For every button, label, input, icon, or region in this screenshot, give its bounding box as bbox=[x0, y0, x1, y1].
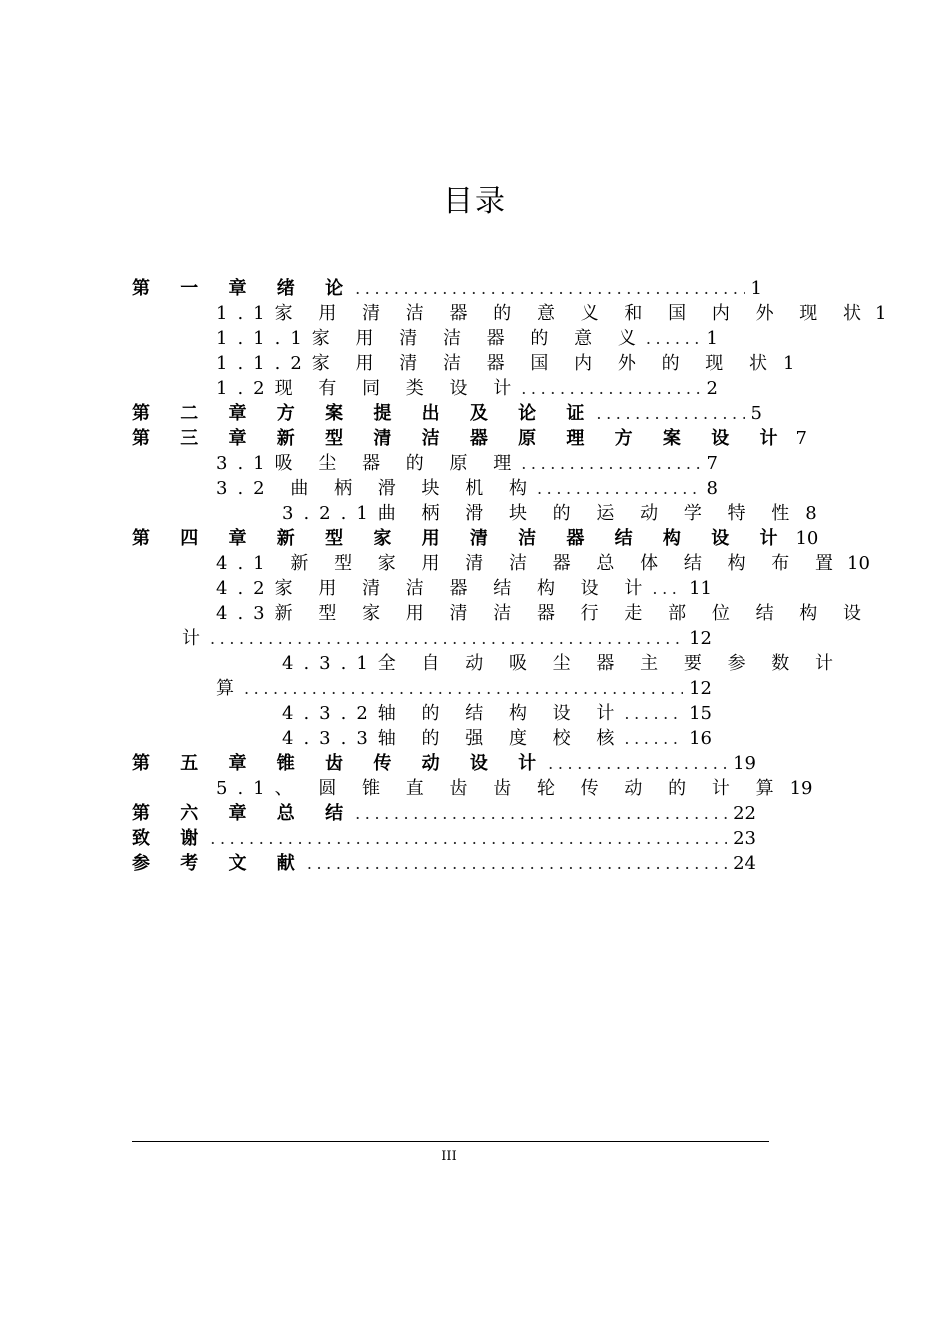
toc-entry-text: 计 bbox=[182, 628, 210, 649]
toc-entry-4-3-line2[interactable] bbox=[182, 626, 712, 651]
toc-entry-text: 4.3.3轴 的 强 度 校 核 bbox=[282, 728, 625, 749]
toc-entry-text: 参 考 文 献 bbox=[132, 853, 307, 874]
toc-entry-3-2-1[interactable] bbox=[282, 501, 817, 526]
toc-entry-page: 1 bbox=[706, 328, 718, 349]
toc-title: 目录 bbox=[443, 184, 507, 219]
toc-leader-dots bbox=[646, 326, 701, 351]
toc-entry-page: 12 bbox=[689, 678, 712, 699]
toc-entry-text: 3.2 曲 柄 滑 块 机 构 bbox=[216, 478, 537, 499]
toc-entry-1-1[interactable] bbox=[216, 301, 887, 326]
toc-entry-chapter-4[interactable] bbox=[132, 526, 819, 551]
toc-entry-4-3-1-line2[interactable] bbox=[216, 676, 712, 701]
toc-entry-page: 7 bbox=[795, 428, 807, 449]
toc-entry-chapter-1[interactable] bbox=[132, 276, 762, 301]
toc-entry-text: 第 六 章 总 结 bbox=[132, 803, 356, 824]
toc-entry-page: 19 bbox=[733, 753, 756, 774]
toc-leader-dots bbox=[548, 751, 727, 776]
toc-entry-4-3-line1[interactable] bbox=[216, 601, 872, 626]
toc-leader-dots bbox=[624, 726, 683, 751]
toc-entry-3-1[interactable] bbox=[216, 451, 718, 476]
toc-entry-1-1-2[interactable] bbox=[216, 351, 795, 376]
toc-entry-page: 5 bbox=[750, 403, 762, 424]
toc-entry-page: 10 bbox=[795, 528, 819, 549]
toc-entry-chapter-5[interactable] bbox=[132, 751, 756, 776]
toc-entry-page: 2 bbox=[706, 378, 718, 399]
toc-leader-dots bbox=[652, 576, 683, 601]
toc-leader-dots bbox=[210, 626, 683, 651]
toc-entry-page: 24 bbox=[733, 853, 756, 874]
toc-entry-4-3-2[interactable] bbox=[282, 701, 712, 726]
toc-entry-4-3-3[interactable] bbox=[282, 726, 712, 751]
toc-leader-dots bbox=[244, 676, 683, 701]
toc-entry-chapter-2[interactable] bbox=[132, 401, 762, 426]
toc-entry-text: 1.1家 用 清 洁 器 的 意 义 和 国 内 外 现 状 bbox=[216, 303, 872, 324]
toc-entry-text: 4.3.2轴 的 结 构 设 计 bbox=[282, 703, 625, 724]
toc-entry-text: 4.1 新 型 家 用 清 洁 器 总 体 结 构 布 置 bbox=[216, 553, 844, 574]
toc-entry-1-1-1[interactable] bbox=[216, 326, 718, 351]
toc-entry-page: 23 bbox=[733, 828, 756, 849]
toc-entry-page: 12 bbox=[689, 628, 712, 649]
toc-entry-chapter-6[interactable] bbox=[132, 801, 756, 826]
footer-divider bbox=[132, 1141, 769, 1142]
toc-leader-dots bbox=[596, 401, 744, 426]
toc-entry-text: 3.2.1曲 柄 滑 块 的 运 动 学 特 性 bbox=[282, 503, 800, 524]
toc-entry-text: 算 bbox=[216, 678, 244, 699]
toc-entry-text: 第 五 章 锥 齿 传 动 设 计 bbox=[132, 753, 549, 774]
toc-leader-dots bbox=[210, 826, 727, 851]
toc-entry-text: 4.3.1全 自 动 吸 尘 器 主 要 参 数 计 bbox=[282, 653, 844, 674]
toc-entry-4-1[interactable] bbox=[216, 551, 870, 576]
toc-entry-page: 1 bbox=[783, 353, 795, 374]
toc-entry-page: 15 bbox=[689, 703, 712, 724]
toc-entry-text: 第 四 章 新 型 家 用 清 洁 器 结 构 设 计 bbox=[132, 528, 790, 549]
toc-entry-4-2[interactable] bbox=[216, 576, 712, 601]
toc-entry-page: 10 bbox=[847, 553, 870, 574]
toc-entry-text: 第 一 章 绪 论 bbox=[132, 278, 356, 299]
toc-entry-text: 第 三 章 新 型 清 洁 器 原 理 方 案 设 计 bbox=[132, 428, 790, 449]
toc-entry-page: 22 bbox=[733, 803, 756, 824]
footer-page-number: III bbox=[441, 1149, 457, 1164]
toc-entry-text: 4.3新 型 家 用 清 洁 器 行 走 部 位 结 构 设 bbox=[216, 603, 872, 624]
toc-entry-page: 11 bbox=[689, 578, 712, 599]
toc-entry-text: 1.1.2家 用 清 洁 器 国 内 外 的 现 状 bbox=[216, 353, 778, 374]
toc-entry-page: 16 bbox=[689, 728, 712, 749]
toc-entry-4-3-1-line1[interactable] bbox=[282, 651, 844, 676]
toc-leader-dots bbox=[307, 851, 727, 876]
toc-entry-text: 致 谢 bbox=[132, 828, 211, 849]
toc-leader-dots bbox=[624, 701, 683, 726]
toc-entry-chapter-3[interactable] bbox=[132, 426, 807, 451]
toc-leader-dots bbox=[355, 276, 744, 301]
toc-entry-3-2[interactable] bbox=[216, 476, 718, 501]
toc-entry-page: 7 bbox=[706, 453, 718, 474]
toc-entry-5-1[interactable] bbox=[216, 776, 813, 801]
toc-entry-text: 1.1.1家 用 清 洁 器 的 意 义 bbox=[216, 328, 646, 349]
toc-entry-text: 5.1、 圆 锥 直 齿 齿 轮 传 动 的 计 算 bbox=[216, 778, 784, 799]
toc-entry-text: 4.2家 用 清 洁 器 结 构 设 计 bbox=[216, 578, 653, 599]
toc-leader-dots bbox=[521, 376, 700, 401]
toc-entry-page: 8 bbox=[706, 478, 718, 499]
toc-entry-text: 第 二 章 方 案 提 出 及 论 证 bbox=[132, 403, 597, 424]
toc-entry-page: 1 bbox=[750, 278, 762, 299]
toc-leader-dots bbox=[537, 476, 701, 501]
toc-entry-page: 8 bbox=[805, 503, 817, 524]
toc-entry-text: 3.1吸 尘 器 的 原 理 bbox=[216, 453, 522, 474]
toc-entry-page: 19 bbox=[789, 778, 813, 799]
toc-entry-page: 1 bbox=[875, 303, 887, 324]
toc-entry-text: 1.2现 有 同 类 设 计 bbox=[216, 378, 522, 399]
toc-leader-dots bbox=[355, 801, 727, 826]
toc-entry-references[interactable] bbox=[132, 851, 756, 876]
toc-leader-dots bbox=[521, 451, 700, 476]
toc-entry-1-2[interactable] bbox=[216, 376, 718, 401]
toc-entry-acknowledgements[interactable] bbox=[132, 826, 756, 851]
